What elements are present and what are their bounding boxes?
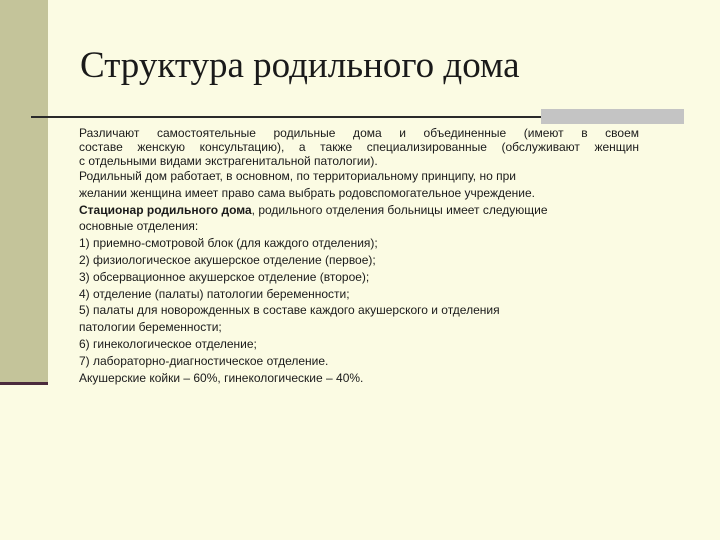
territorial-paragraph-line-2: желании женщина имеет право сама выбрать родовспомогательное учреждение. bbox=[79, 185, 536, 200]
left-decor-line bbox=[0, 382, 48, 385]
inpatient-paragraph-line-1 bbox=[79, 202, 639, 219]
department-item: 2) физиологическое акушерское отделение (первое); bbox=[79, 252, 376, 267]
inpatient-rest: , родильного отделения больницы имеет следующие bbox=[251, 202, 548, 217]
department-item: 7) лабораторно-диагностическое отделение. bbox=[79, 353, 329, 368]
title-divider bbox=[31, 116, 541, 118]
department-item: 6) гинекологическое отделение; bbox=[79, 336, 257, 351]
intro-line-3: с отдельными видами экстрагенитальной патологии). bbox=[79, 154, 378, 168]
department-item: 1) приемно-смотровой блок (для каждого отделения); bbox=[79, 236, 378, 251]
intro-line-2: составе женскую консультацию), а также специализированные (обслуживают женщин bbox=[79, 140, 639, 154]
department-item-5-line-1: 5) палаты для новорожденных в составе каждого акушерского и отделения bbox=[79, 303, 500, 318]
slide-body bbox=[79, 126, 639, 386]
beds-ratio-text: Акушерские койки – 60%, гинекологические – 40%. bbox=[79, 370, 364, 385]
inpatient-lead: Стационар родильного дома bbox=[79, 202, 252, 217]
department-item-5-line-2: патологии беременности; bbox=[79, 320, 222, 335]
intro-paragraph bbox=[79, 126, 639, 168]
left-decor-bar bbox=[0, 0, 48, 382]
department-item: 3) обсервационное акушерское отделение (второе); bbox=[79, 269, 370, 284]
inpatient-paragraph-line-2: основные отделения: bbox=[79, 219, 199, 234]
intro-line-1: Различают самостоятельные родильные дома и объединенные (имеют в своем bbox=[79, 126, 639, 140]
slide-title: Структура родильного дома bbox=[80, 45, 520, 86]
title-accent-box bbox=[541, 109, 684, 124]
department-item: 4) отделение (палаты) патологии беременности; bbox=[79, 286, 350, 301]
territorial-paragraph-line-1: Родильный дом работает, в основном, по территориальному принципу, но при bbox=[79, 169, 516, 183]
